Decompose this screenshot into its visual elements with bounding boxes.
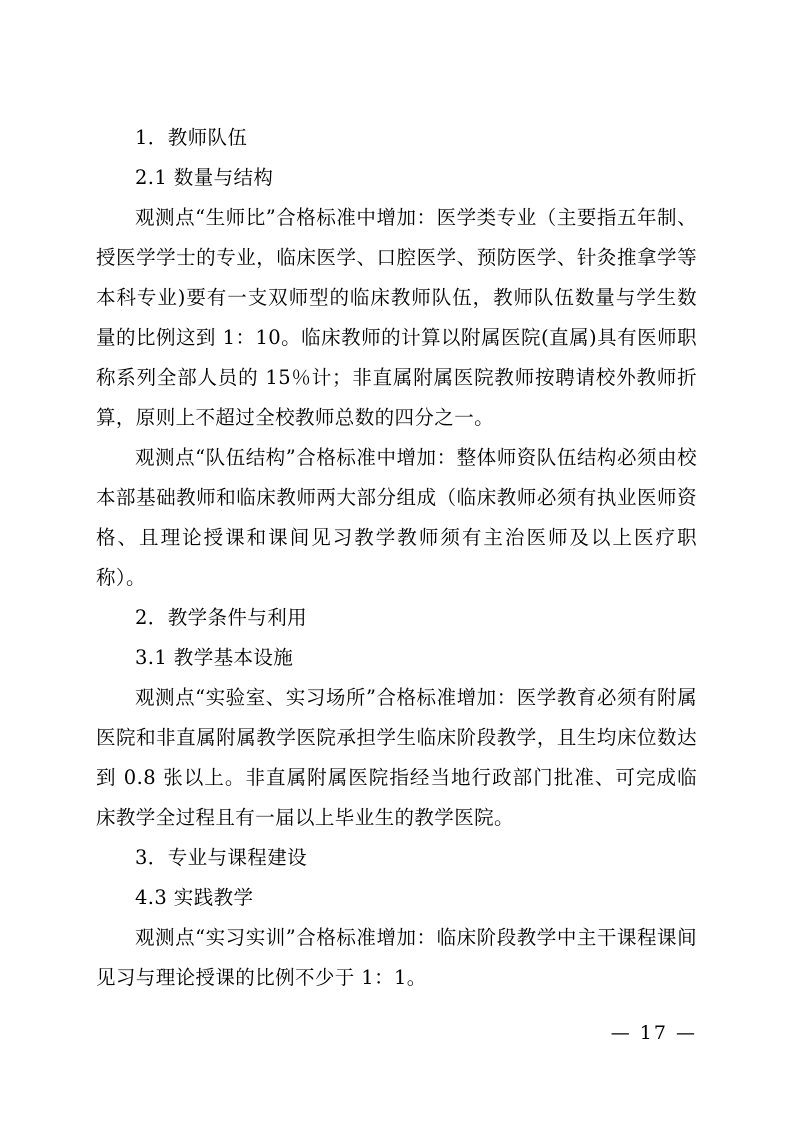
body-paragraph: 观测点“实验室、实习场所”合格标准增加：医学教育必须有附属医院和非直属附属教学医院承担学生临床阶段教学，且生均床位数达到 0.8 张以上。非直属附属医院指经当地行政部门批准、可完成临床教学全过程且有一届以上毕业生的教学医院。 xyxy=(96,686,697,829)
page-number: — 17 — xyxy=(610,1022,697,1044)
section-heading: 1．教师队伍 xyxy=(135,126,248,149)
body-paragraph: 观测点“生师比”合格标准中增加：医学类专业（主要指五年制、授医学学士的专业，临床医学、口腔医学、预防医学、针灸推拿学等本科专业)要有一支双师型的临床教师队伍，教师队伍数量与学生数量的比例这到 1：10。临床教师的计算以附属医院(直属)具有医师职称系列全部人员的 15％计；非直属附属医院教师按聘请校外教师折算，原则上不超过全校教师总数的四分之一。 xyxy=(96,206,697,429)
section-heading: 3．专业与课程建设 xyxy=(135,846,308,869)
document-body xyxy=(96,118,697,998)
section-heading: 2．教学条件与利用 xyxy=(135,606,308,629)
section-heading: 3.1 教学基本设施 xyxy=(135,646,294,669)
section-heading: 2.1 数量与结构 xyxy=(135,166,274,189)
section-heading: 4.3 实践教学 xyxy=(135,886,254,909)
body-paragraph: 观测点“队伍结构”合格标准中增加：整体师资队伍结构必须由校本部基础教师和临床教师两大部分组成（临床教师必须有执业医师资格、且理论授课和课间见习教学教师须有主治医师及以上医疗职称）。 xyxy=(96,446,697,589)
body-paragraph: 观测点“实习实训”合格标准增加：临床阶段教学中主干课程课间见习与理论授课的比例不少于 1：1。 xyxy=(96,926,697,989)
